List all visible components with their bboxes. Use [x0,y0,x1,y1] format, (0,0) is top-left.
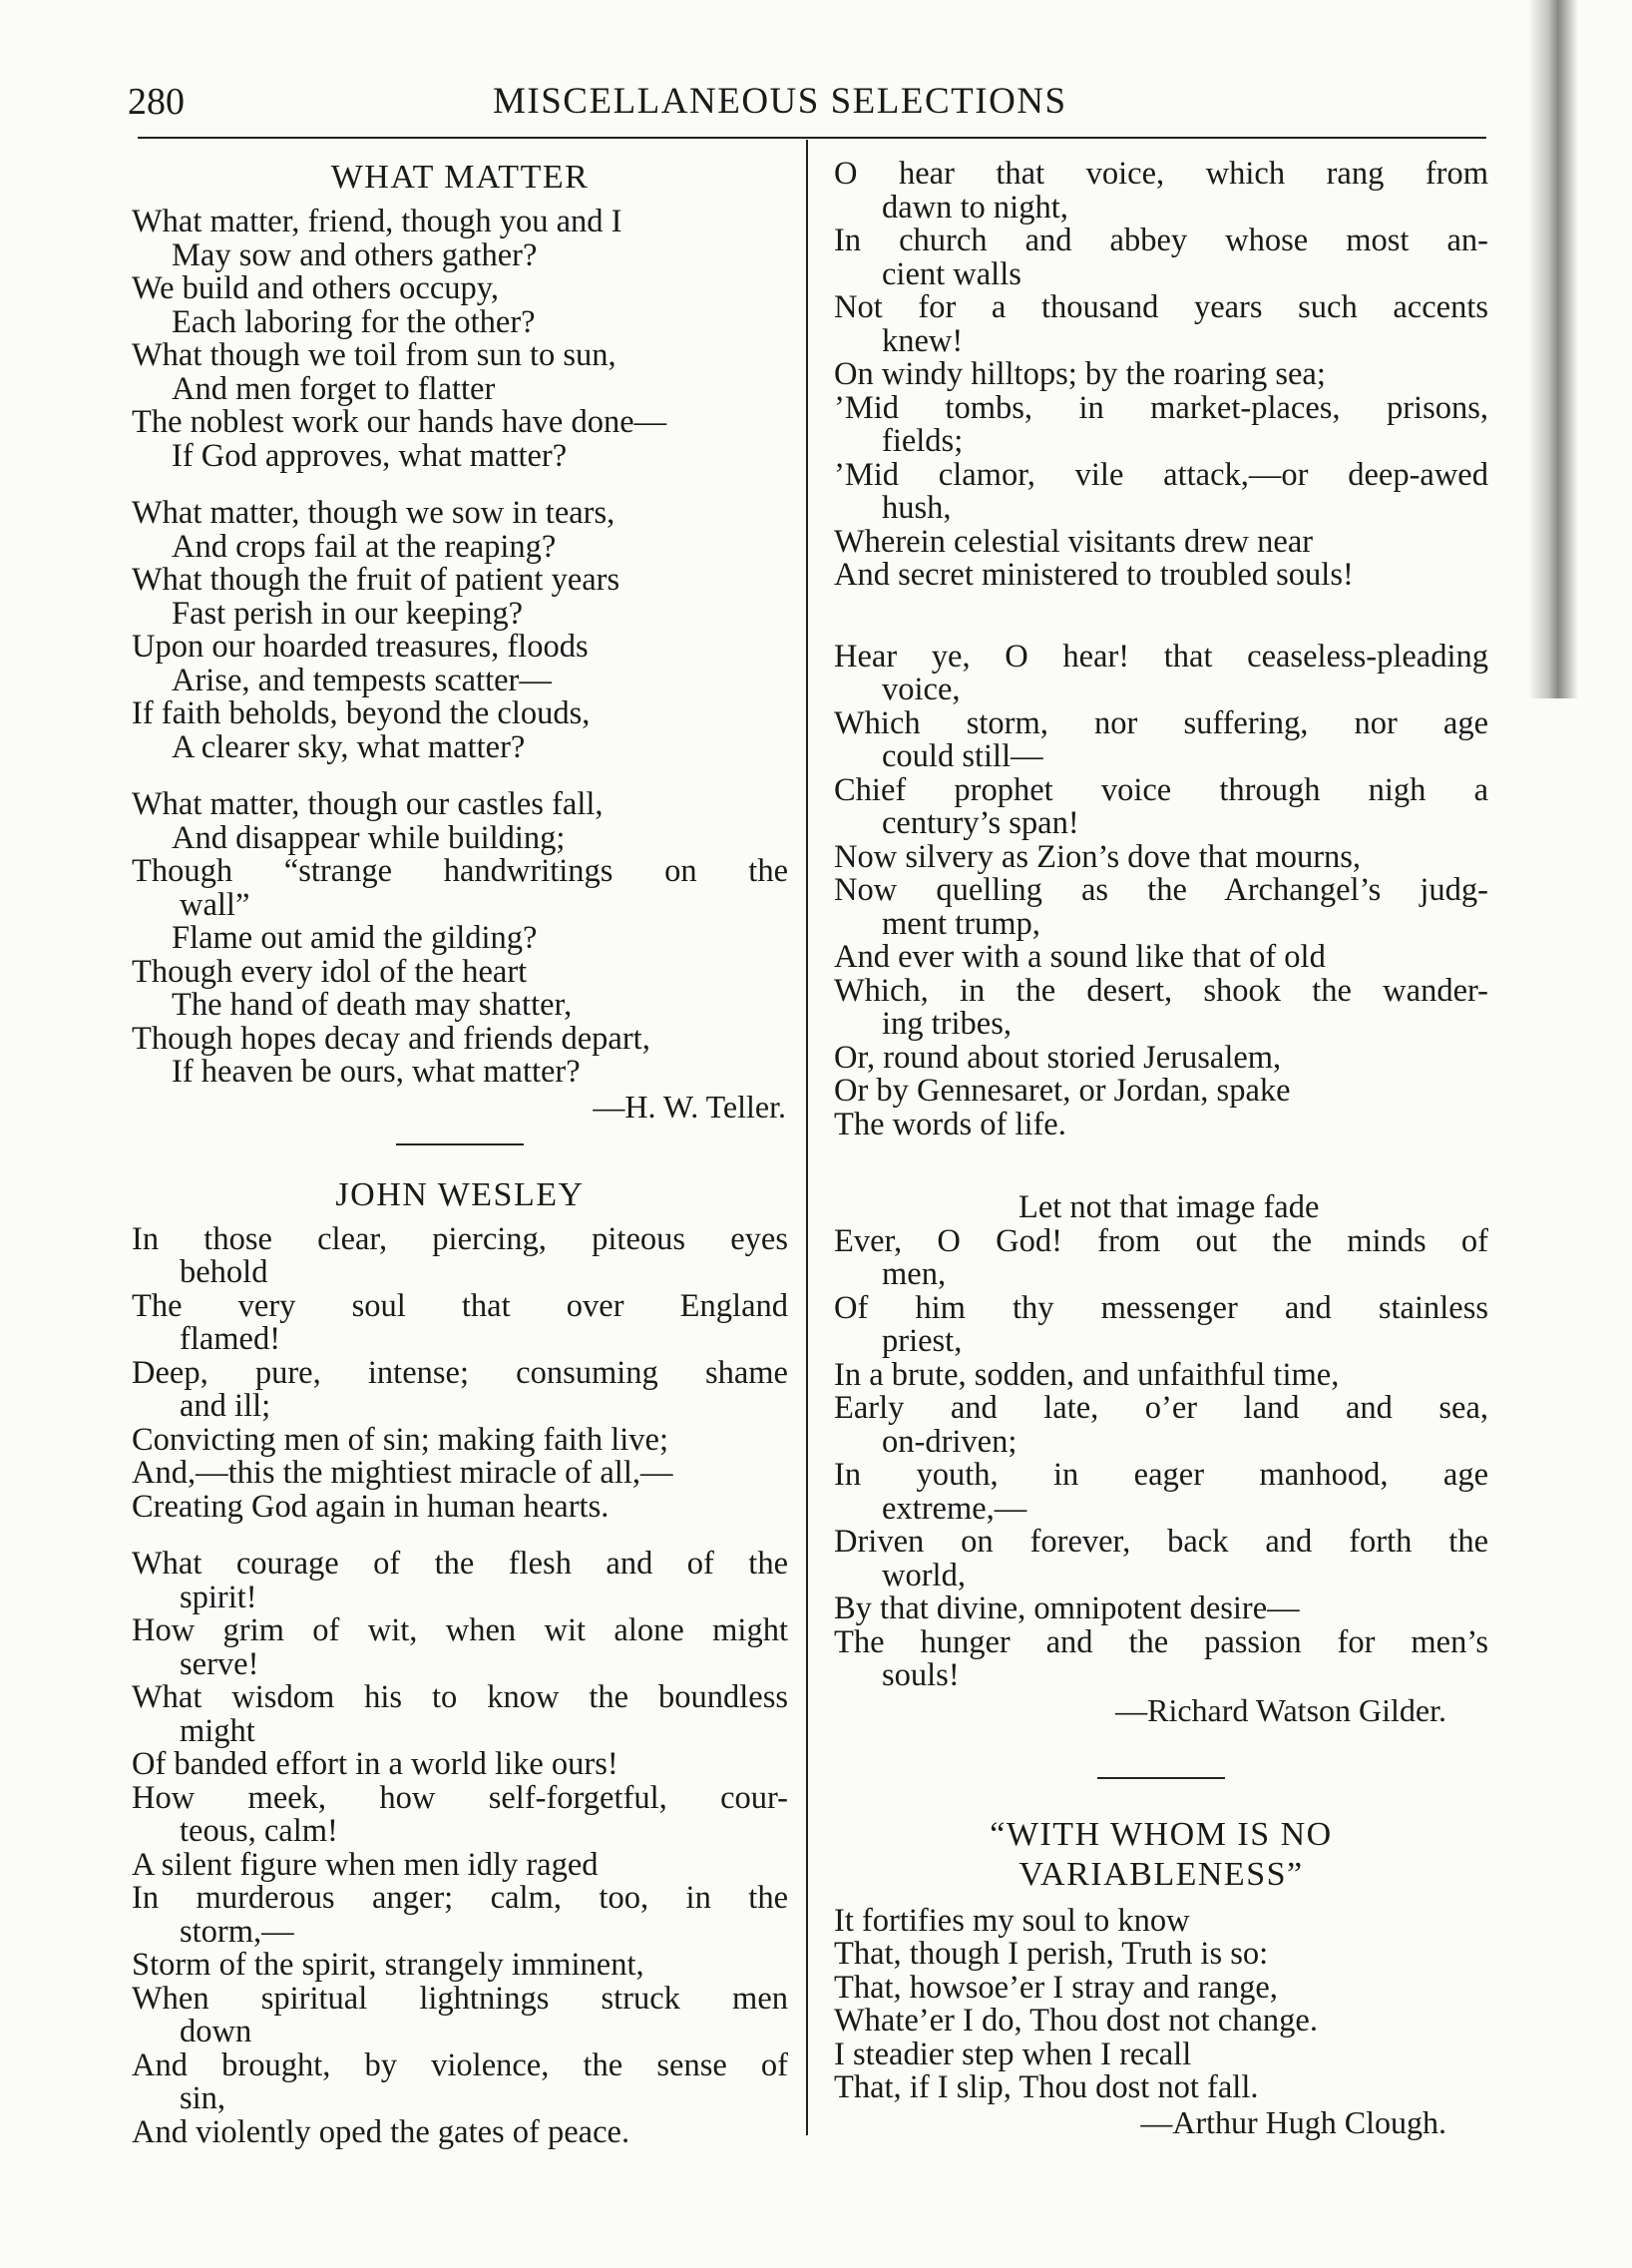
verse-line: And secret ministered to troubled souls! [834,557,1354,593]
verse-line: That, howsoe’er I stray and range, [834,1969,1278,2006]
verse-line: A silent figure when men idly raged [132,1846,599,1883]
verse-line: That, if I slip, Thou dost not fall. [834,2069,1259,2105]
verse-line: sin, [180,2080,226,2116]
verse-line: could still— [882,738,1043,774]
verse-line: In youth, in eager manhood, age [834,1457,1488,1493]
verse-line: spirit! [180,1579,257,1615]
scanned-page-edge [1528,0,1578,698]
page-number: 280 [128,81,185,123]
verse-line: Though “strange handwritings on the [132,853,788,889]
verse-line: Upon our hoarded treasures, floods [132,629,589,665]
verse-line: What wisdom his to know the boundless [132,1679,788,1715]
verse-line: And crops fail at the reaping? [172,528,557,565]
column-rule [806,140,808,2135]
verse-line: What matter, though we sow in tears, [132,495,615,531]
verse-line: down [180,2014,252,2049]
verse-line: ’Mid tombs, in market-places, prisons, [834,389,1488,426]
verse-line: Now silvery as Zion’s dove that mourns, [834,838,1362,875]
verse-line: I steadier step when I recall [834,2036,1192,2072]
verse-line: In a brute, sodden, and unfaithful time, [834,1356,1340,1393]
verse-line: Ever, O God! from out the minds of [834,1222,1488,1259]
verse-line: ’Mid clamor, vile attack,—or deep-awed [834,456,1488,493]
poem-title-no-variableness-2: VARIABLENESS” [1019,1855,1304,1893]
verse-line: serve! [180,1645,259,1682]
verse-line: If heaven be ours, what matter? [172,1054,581,1090]
verse-line: And disappear while building; [172,819,566,856]
verse-line: Let not that image fade [1019,1189,1320,1225]
verse-line: flamed! [180,1321,281,1357]
stanza [834,638,1488,1142]
verse-line: The noblest work our hands have done— [132,404,667,440]
verse-line: And brought, by violence, the sense of [132,2046,788,2083]
running-title: MISCELLANEOUS SELECTIONS [493,81,1067,122]
verse-line: O hear that voice, which rang from [834,156,1488,192]
verse-line: On windy hilltops; by the roaring sea; [834,356,1326,392]
verse-line: And violently oped the gates of peace. [132,2113,630,2150]
verse-line: men, [882,1256,947,1292]
verse-line: ing tribes, [882,1006,1012,1042]
verse-line: May sow and others gather? [172,236,538,273]
verse-line: Driven on forever, back and forth the [834,1524,1488,1560]
author-attribution: —Arthur Hugh Clough. [1140,2103,1446,2140]
verse-line: In those clear, piercing, piteous eyes [132,1220,788,1257]
verse-line: Storm of the spirit, strangely imminent, [132,1947,644,1983]
verse-line: behold [180,1254,268,1290]
verse-line: knew! [882,322,964,359]
poem-title-what-matter: WHAT MATTER [330,159,590,196]
verse-line: voice, [882,672,961,707]
verse-line: on-driven; [882,1423,1018,1460]
verse-line: How grim of wit, when wit alone might [132,1612,788,1648]
verse-line: Creating God again in human hearts. [132,1488,610,1525]
author-attribution: —H. W. Teller. [593,1088,786,1125]
verse-line: Deep, pure, intense; consuming shame [132,1354,788,1391]
verse-line: wall” [180,886,250,923]
stanza [132,497,788,764]
stanza [132,1548,788,2149]
verse-line: What though we toil from sun to sun, [132,337,616,373]
verse-line: Fast perish in our keeping? [172,595,524,632]
verse-line: A clearer sky, what matter? [172,728,526,765]
verse-line: How meek, how self-forgetful, cour- [132,1779,788,1816]
verse-line: Flame out amid the gilding? [172,920,538,956]
verse-line: Hear ye, O hear! that ceaseless-pleading [834,638,1488,675]
verse-line: It fortifies my soul to know [834,1902,1190,1939]
verse-line: Which storm, nor suffering, nor age [834,704,1488,741]
verse-line: Which, in the desert, shook the wander- [834,972,1488,1009]
stanza [834,1902,1488,2105]
verse-line: What courage of the flesh and of the [132,1546,788,1582]
verse-line: The very soul that over England [132,1287,788,1324]
verse-line: Of banded effort in a world like ours! [132,1746,618,1782]
stanza [834,1191,1488,1693]
verse-line: The hunger and the passion for men’s [834,1623,1488,1660]
verse-line: and ill; [180,1388,271,1424]
verse-line: might [180,1712,255,1749]
verse-line: What matter, though our castles fall, [132,786,604,822]
verse-line: Early and late, o’er land and sea, [834,1390,1488,1426]
verse-line: Wherein celestial visitants drew near [834,523,1314,560]
poem-title-no-variableness: “WITH WHOM IS NO [990,1815,1333,1853]
left-column [132,158,788,2173]
verse-line: Though hopes decay and friends depart, [132,1020,650,1057]
right-column [834,158,1488,2139]
verse-line: priest, [882,1323,963,1359]
stanza [132,788,788,1090]
verse-line: And men forget to flatter [172,370,496,407]
verse-line: And,—this the mightiest miracle of all,— [132,1455,673,1491]
header-rule [138,137,1486,139]
verse-line: cient walls [882,255,1021,292]
verse-line: When spiritual lightnings struck men [132,1980,788,2017]
verse-line: extreme,— [882,1490,1027,1527]
verse-line: fields; [882,423,964,459]
verse-line: Each laboring for the other? [172,303,536,340]
verse-line: The hand of death may shatter, [172,987,573,1023]
verse-line: If faith beholds, beyond the clouds, [132,695,591,731]
verse-line: Of him thy messenger and stainless [834,1289,1488,1326]
verse-line: Now quelling as the Archangel’s judg- [834,872,1488,908]
verse-line: century’s span! [882,805,1079,841]
verse-line: And ever with a sound like that of old [834,939,1326,975]
verse-line: hush, [882,490,952,526]
verse-line: Not for a thousand years such accents [834,289,1488,325]
verse-line: Though every idol of the heart [132,953,528,990]
stanza [132,1220,788,1525]
verse-line: teous, calm! [180,1813,338,1849]
verse-line: Whate’er I do, Thou dost not change. [834,2003,1318,2039]
verse-line: By that divine, omnipotent desire— [834,1590,1300,1626]
verse-line: In murderous anger; calm, too, in the [132,1880,788,1916]
verse-line: Chief prophet voice through nigh a [834,771,1488,808]
verse-line: Or by Gennesaret, or Jordan, spake [834,1073,1291,1109]
verse-line: Or, round about storied Jerusalem, [834,1039,1282,1076]
verse-line: souls! [882,1657,960,1693]
verse-line: Arise, and tempests scatter— [172,662,552,698]
verse-line: What matter, friend, though you and I [132,204,622,239]
stanza [132,206,788,473]
verse-line: Convicting men of sin; making faith live; [132,1421,668,1458]
section-divider [396,1143,524,1145]
verse-line: What though the fruit of patient years [132,562,620,598]
verse-line: The words of life. [834,1106,1066,1142]
verse-line: In church and abbey whose most an- [834,223,1488,258]
verse-line: We build and others occupy, [132,270,500,306]
verse-line: dawn to night, [882,189,1068,226]
verse-line: world, [882,1557,966,1593]
verse-line: ment trump, [882,905,1040,942]
section-divider [1097,1777,1225,1779]
verse-line: That, though I perish, Truth is so: [834,1936,1269,1972]
stanza [834,158,1488,593]
poem-title-john-wesley: JOHN WESLEY [335,1175,585,1213]
verse-line: If God approves, what matter? [172,437,568,474]
author-attribution: —Richard Watson Gilder. [1115,1691,1446,1728]
verse-line: storm,— [180,1913,294,1950]
